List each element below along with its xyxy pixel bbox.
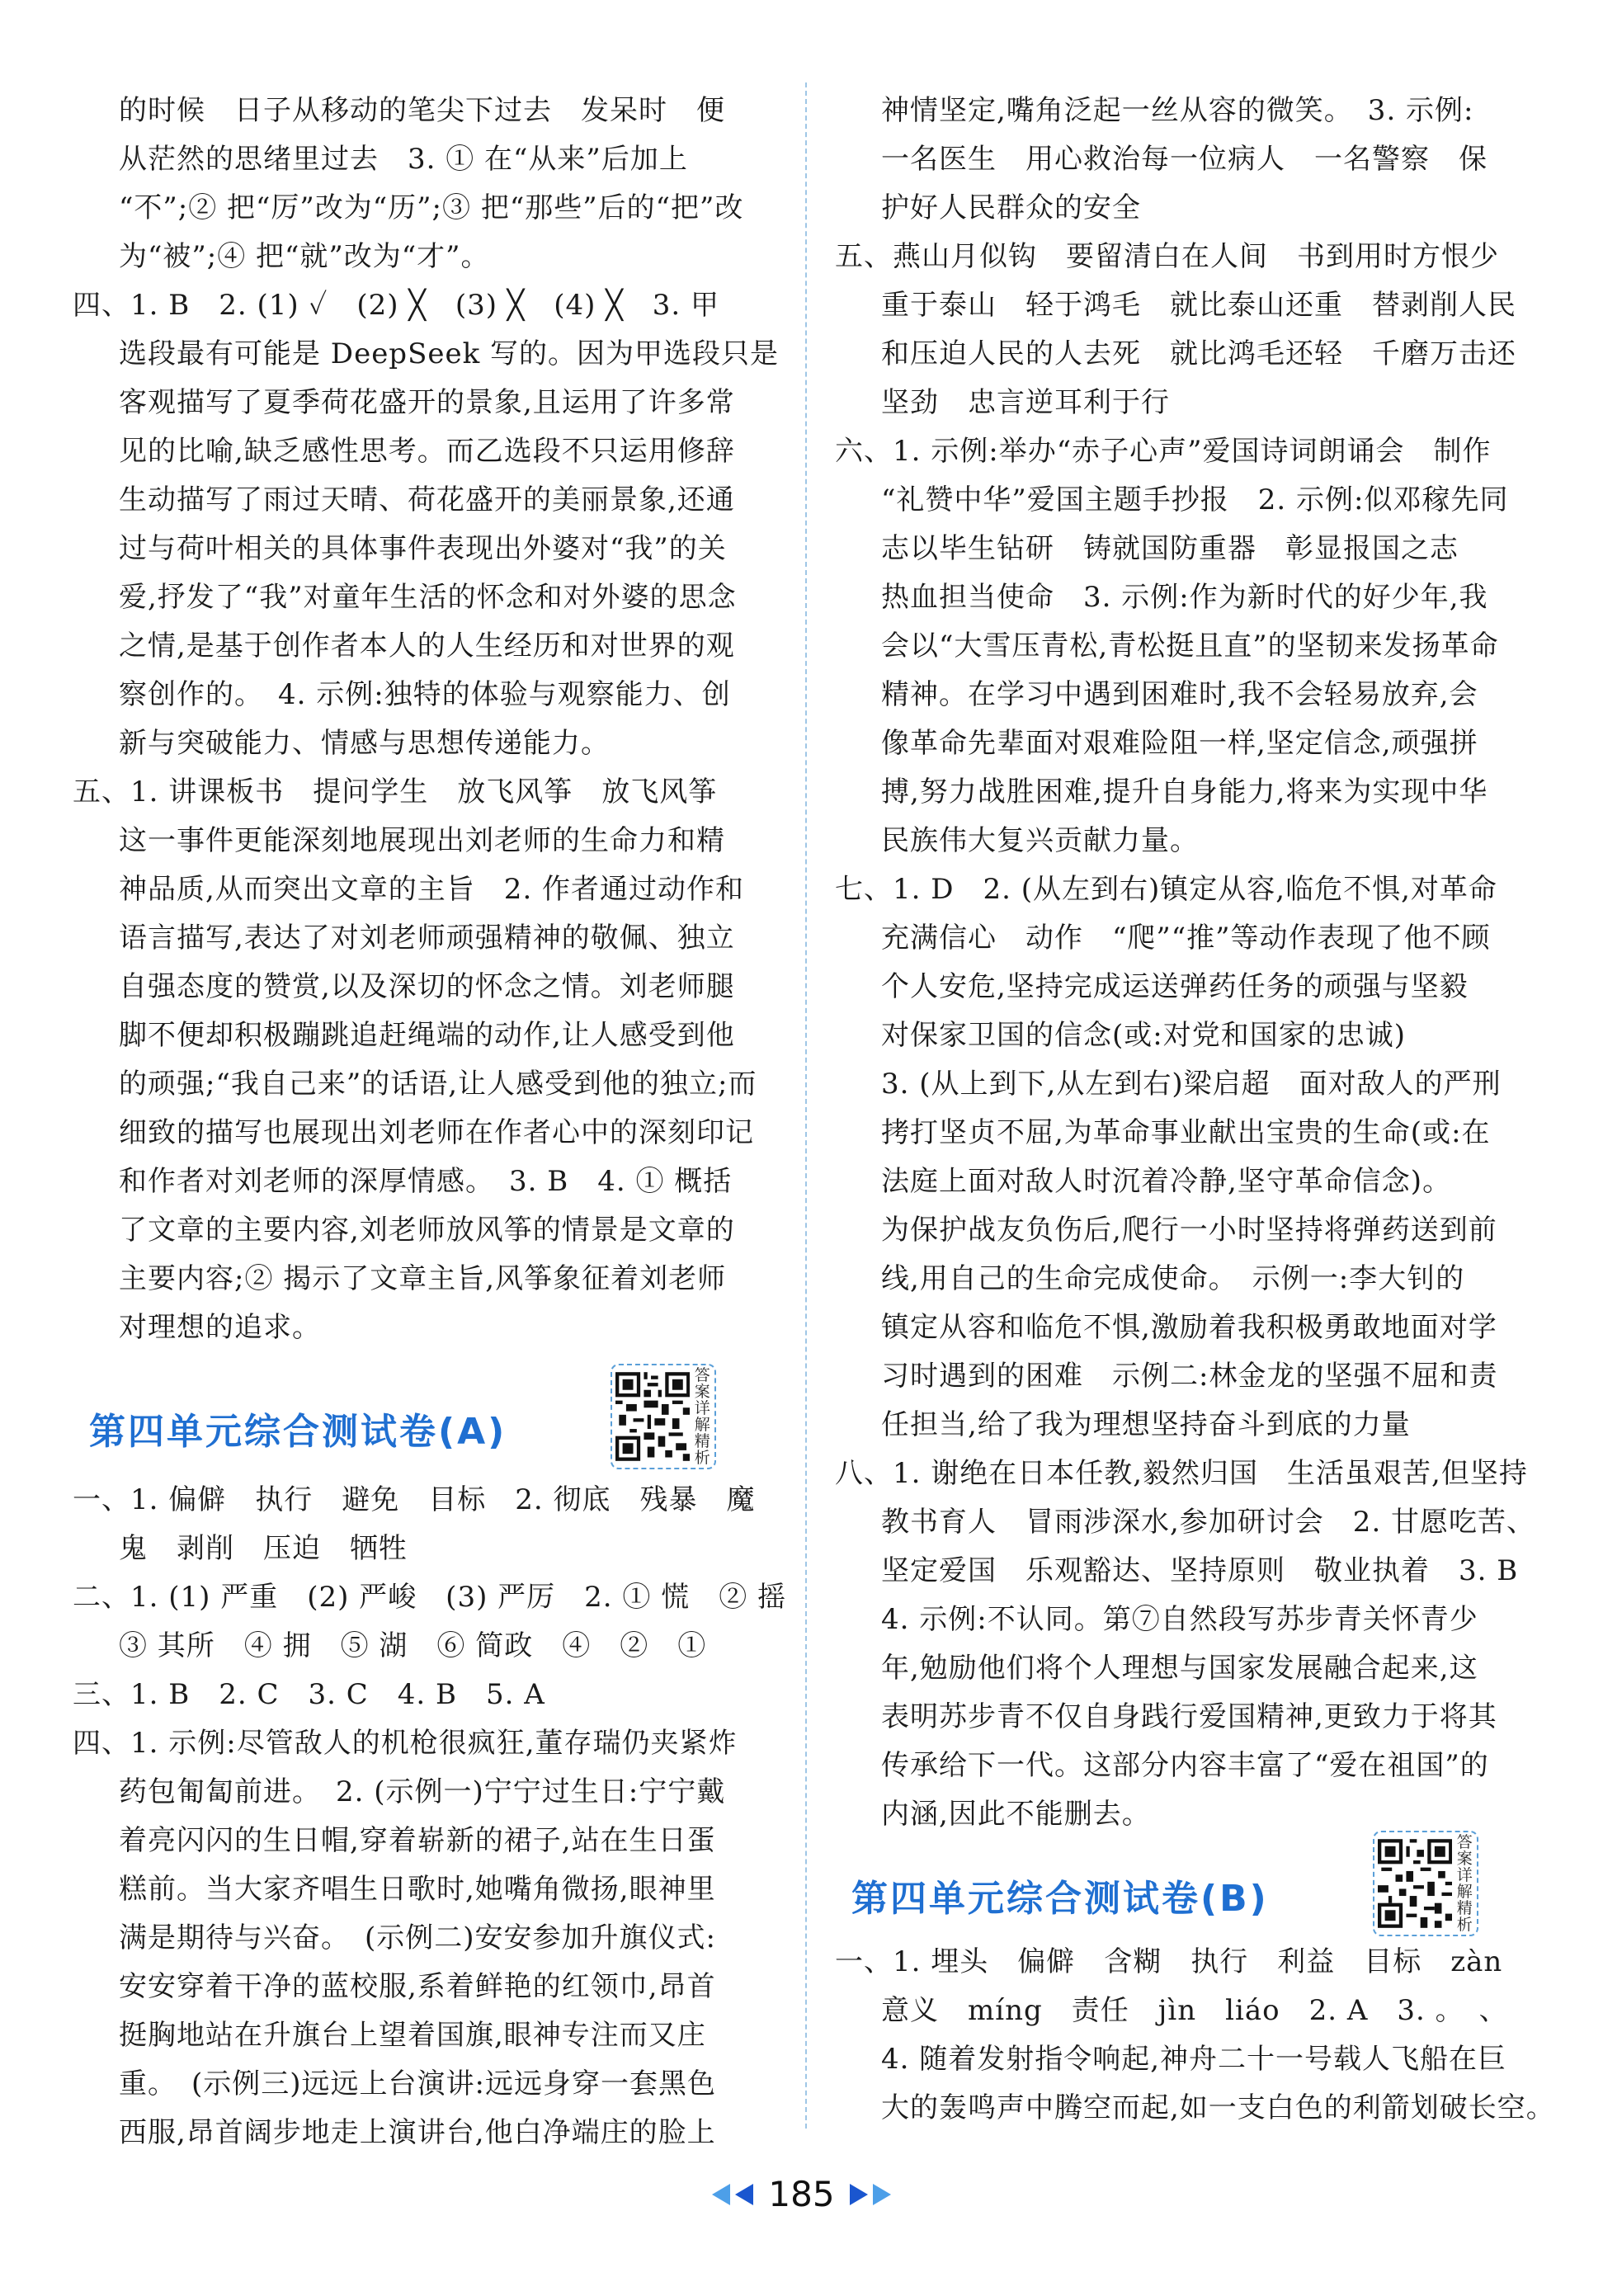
answer-text-line: 拷打坚贞不屈,为革命事业献出宝贵的生命(或:在: [881, 1116, 1491, 1149]
answer-section-line: 四、1. B 2. (1) ✓ (2) ╳ (3) ╳ (4) ╳ 3. 甲: [73, 289, 719, 322]
answer-text-line: 了文章的主要内容,刘老师放风筝的情景是文章的: [119, 1214, 735, 1247]
answer-text-line: 和压迫人民的人去死 就比鸿毛还轻 千磨万击还: [881, 337, 1516, 370]
right-column: [835, 87, 1555, 2133]
answer-text-line: 从茫然的思绪里过去 3. ① 在“从来”后加上: [119, 143, 688, 176]
answer-text-line: 意义 míng 责任 jìn liáo 2. A 3. 。 、: [881, 1994, 1508, 2027]
answer-text-line: 护好人民群众的安全: [881, 191, 1141, 224]
next-page-icon[interactable]: [850, 2184, 868, 2205]
left-bottom-answers: [73, 1476, 787, 2157]
qr-code-icon: [615, 1371, 690, 1462]
answer-text-line: 的顽强;“我自己来”的话语,让人感受到他的独立;而: [119, 1068, 757, 1101]
answer-section-line: 三、1. B 2. C 3. C 4. B 5. A: [73, 1678, 545, 1711]
answer-text-line: 像革命先辈面对艰难险阻一样,坚定信念,顽强拼: [881, 727, 1478, 760]
answer-text-line: 新与突破能力、情感与思想传递能力。: [119, 727, 610, 760]
answer-text-line: 主要内容;② 揭示了文章主旨,风筝象征着刘老师: [119, 1262, 727, 1295]
answer-text-line: 满是期待与兴奋。 (示例二)安安参加升旗仪式:: [119, 1921, 716, 1954]
answer-text-line: 志以毕生钻研 铸就国防重器 彰显报国之志: [881, 532, 1459, 565]
answer-text-line: 热血担当使命 3. 示例:作为新时代的好少年,我: [881, 581, 1488, 614]
answer-section-line: 五、燕山月似钩 要留清白在人间 书到用时方恨少: [835, 240, 1499, 273]
answer-text-line: 传承给下一代。这部分内容丰富了“爱在祖国”的: [881, 1749, 1489, 1782]
answer-text-line: 脚不便却积极蹦跳追赶绳端的动作,让人感受到他: [119, 1019, 735, 1052]
answer-text-line: 自强态度的赞赏,以及深切的怀念之情。刘老师腿: [119, 970, 735, 1003]
left-column: [73, 87, 787, 2157]
answer-text-line: 3. (从上到下,从左到右)梁启超 面对敌人的严刑: [881, 1068, 1502, 1101]
answer-text-line: 个人安危,坚持完成运送弹药任务的顽强与坚毅: [881, 970, 1469, 1003]
section-title-a: 第四单元综合测试卷(A): [89, 1411, 507, 1453]
right-top-answers: [835, 87, 1536, 1839]
answer-section-line: 一、1. 偏僻 执行 避免 目标 2. 彻底 残暴 魔: [73, 1483, 756, 1516]
page-footer: [0, 2174, 1603, 2214]
section-header-b: [835, 1833, 1536, 1938]
qr-caption-a: 答案详解精析: [694, 1366, 710, 1467]
answer-text-line: 对保家卫国的信念(或:对党和国家的忠诚): [881, 1019, 1406, 1052]
answer-text-line: 线,用自己的生命完成使命。 示例一:李大钊的: [881, 1262, 1465, 1295]
page-number: 185: [768, 2174, 835, 2214]
answer-text-line: 安安穿着干净的蓝校服,系着鲜艳的红领巾,昂首: [119, 1970, 716, 2003]
answer-text-line: 见的比喻,缺乏感性思考。而乙选段不只运用修辞: [119, 435, 735, 468]
answer-text-line: 年,勉励他们将个人理想与国家发展融合起来,这: [881, 1652, 1478, 1685]
answer-section-line: 一、1. 埋头 偏僻 含糊 执行 利益 目标 zàn: [835, 1945, 1503, 1978]
answer-text-line: 着亮闪闪的生日帽,穿着崭新的裙子,站在生日蛋: [119, 1824, 716, 1857]
answer-text-line: 神情坚定,嘴角泛起一丝从容的微笑。 3. 示例:: [881, 94, 1474, 127]
answer-text-line: 坚定爱国 乐观豁达、坚持原则 敬业执着 3. B: [881, 1554, 1519, 1587]
answer-text-line: “不”;② 把“厉”改为“历”;③ 把“那些”后的“把”改: [119, 191, 744, 224]
answer-text-line: 和作者对刘老师的深厚情感。 3. B 4. ① 概括: [119, 1165, 733, 1198]
answer-text-line: 挺胸地站在升旗台上望着国旗,眼神专注而又庄: [119, 2019, 706, 2052]
answer-text-line: ③ 其所 ④ 拥 ⑤ 湖 ⑥ 简政 ④ ② ①: [119, 1629, 707, 1662]
answer-text-line: 精神。在学习中遇到困难时,我不会轻易放弃,会: [881, 678, 1478, 711]
answer-text-line: 教书育人 冒雨涉深水,参加研讨会 2. 甘愿吃苦、: [881, 1506, 1536, 1539]
right-bottom-answers: [835, 1938, 1555, 2133]
answer-text-line: 细致的描写也展现出刘老师在作者心中的深刻印记: [119, 1116, 754, 1149]
prev-page-icon[interactable]: [712, 2184, 730, 2205]
answer-text-line: 客观描写了夏季荷花盛开的景象,且运用了许多常: [119, 386, 735, 419]
answer-text-line: 之情,是基于创作者本人的人生经历和对世界的观: [119, 629, 735, 662]
answer-text-line: 鬼 剥削 压迫 牺牲: [119, 1532, 408, 1565]
answer-section-line: 五、1. 讲课板书 提问学生 放飞风筝 放飞风筝: [73, 776, 718, 809]
answer-text-line: 糕前。当大家齐唱生日歌时,她嘴角微扬,眼神里: [119, 1873, 716, 1906]
answer-text-line: 为保护战友负伤后,爬行一小时坚持将弹药送到前: [881, 1214, 1497, 1247]
answer-text-line: 任担当,给了我为理想坚持奋斗到底的力量: [881, 1408, 1411, 1441]
answer-text-line: 神品质,从而突出文章的主旨 2. 作者通过动作和: [119, 873, 745, 906]
answer-text-line: 爱,抒发了“我”对童年生活的怀念和对外婆的思念: [119, 581, 737, 614]
answer-text-line: “礼赞中华”爱国主题手抄报 2. 示例:似邓稼先同: [881, 483, 1509, 516]
answer-text-line: 为“被”;④ 把“就”改为“才”。: [119, 240, 490, 273]
left-top-answers: [73, 87, 780, 1352]
qr-code-a[interactable]: [611, 1364, 716, 1469]
column-divider: [805, 83, 807, 2129]
answer-section-line: 六、1. 示例:举办“赤子心声”爱国诗词朗诵会 制作: [835, 435, 1492, 468]
answer-text-line: 会以“大雪压青松,青松挺且直”的坚韧来发扬革命: [881, 629, 1499, 662]
answer-text-line: 内涵,因此不能删去。: [881, 1798, 1151, 1831]
answer-text-line: 西服,昂首阔步地走上演讲台,他白净端庄的脸上: [119, 2116, 716, 2149]
answer-section-line: 八、1. 谢绝在日本任教,毅然归国 生活虽艰苦,但坚持: [835, 1457, 1528, 1490]
answer-section-line: 七、1. D 2. (从左到右)镇定从容,临危不惧,对革命: [835, 873, 1497, 906]
answer-text-line: 镇定从容和临危不惧,激励着我积极勇敢地面对学: [881, 1311, 1497, 1344]
prev-page-icon[interactable]: [735, 2184, 753, 2205]
answer-text-line: 坚劲 忠言逆耳利于行: [881, 386, 1170, 419]
answer-text-line: 察创作的。 4. 示例:独特的体验与观察能力、创: [119, 678, 731, 711]
qr-code-icon: [1378, 1838, 1452, 1929]
answer-text-line: 4. 示例:不认同。第⑦自然段写苏步青关怀青少: [881, 1603, 1478, 1636]
answer-text-line: 对理想的追求。: [119, 1311, 321, 1344]
section-title-b: 第四单元综合测试卷(B): [851, 1878, 1269, 1920]
answer-section-line: 二、1. (1) 严重 (2) 严峻 (3) 严厉 2. ① 慌 ② 摇: [73, 1581, 787, 1614]
answer-text-line: 习时遇到的困难 示例二:林金龙的坚强不屈和责: [881, 1360, 1498, 1393]
answer-text-line: 大的轰鸣声中腾空而起,如一支白色的利箭划破长空。: [881, 2091, 1555, 2124]
answer-text-line: 这一事件更能深刻地展现出刘老师的生命力和精: [119, 824, 725, 857]
answer-text-line: 搏,努力战胜困难,提升自身能力,将来为实现中华: [881, 776, 1488, 809]
answer-text-line: 语言描写,表达了对刘老师顽强精神的敬佩、独立: [119, 922, 735, 955]
next-page-icon[interactable]: [873, 2184, 891, 2205]
answer-text-line: 过与荷叶相关的具体事件表现出外婆对“我”的关: [119, 532, 727, 565]
answer-text-line: 选段最有可能是 DeepSeek 写的。因为甲选段只是: [119, 337, 780, 370]
answer-text-line: 表明苏步青不仅自身践行爱国精神,更致力于将其: [881, 1700, 1497, 1733]
answer-text-line: 生动描写了雨过天晴、荷花盛开的美丽景象,还通: [119, 483, 735, 516]
answer-text-line: 充满信心 动作 “爬”“推”等动作表现了他不顾: [881, 922, 1491, 955]
answer-text-line: 一名医生 用心救治每一位病人 一名警察 保: [881, 143, 1487, 176]
qr-caption-b: 答案详解精析: [1456, 1833, 1473, 1934]
answer-text-line: 4. 随着发射指令响起,神舟二十一号载人飞船在巨: [881, 2043, 1507, 2076]
answer-text-line: 法庭上面对敌人时沉着冷静,坚守革命信念)。: [881, 1165, 1452, 1198]
section-header-a: [73, 1352, 774, 1476]
answer-text-line: 药包匍匐前进。 2. (示例一)宁宁过生日:宁宁戴: [119, 1775, 726, 1808]
answer-text-line: 民族伟大复兴贡献力量。: [881, 824, 1199, 857]
answer-text-line: 重于泰山 轻于鸿毛 就比泰山还重 替剥削人民: [881, 289, 1516, 322]
answer-section-line: 四、1. 示例:尽管敌人的机枪很疯狂,董存瑞仍夹紧炸: [73, 1727, 738, 1760]
answer-text-line: 重。 (示例三)远远上台演讲:远远身穿一套黑色: [119, 2067, 716, 2100]
qr-code-b[interactable]: [1373, 1831, 1478, 1936]
answer-text-line: 的时候 日子从移动的笔尖下过去 发呆时 便: [119, 94, 725, 127]
